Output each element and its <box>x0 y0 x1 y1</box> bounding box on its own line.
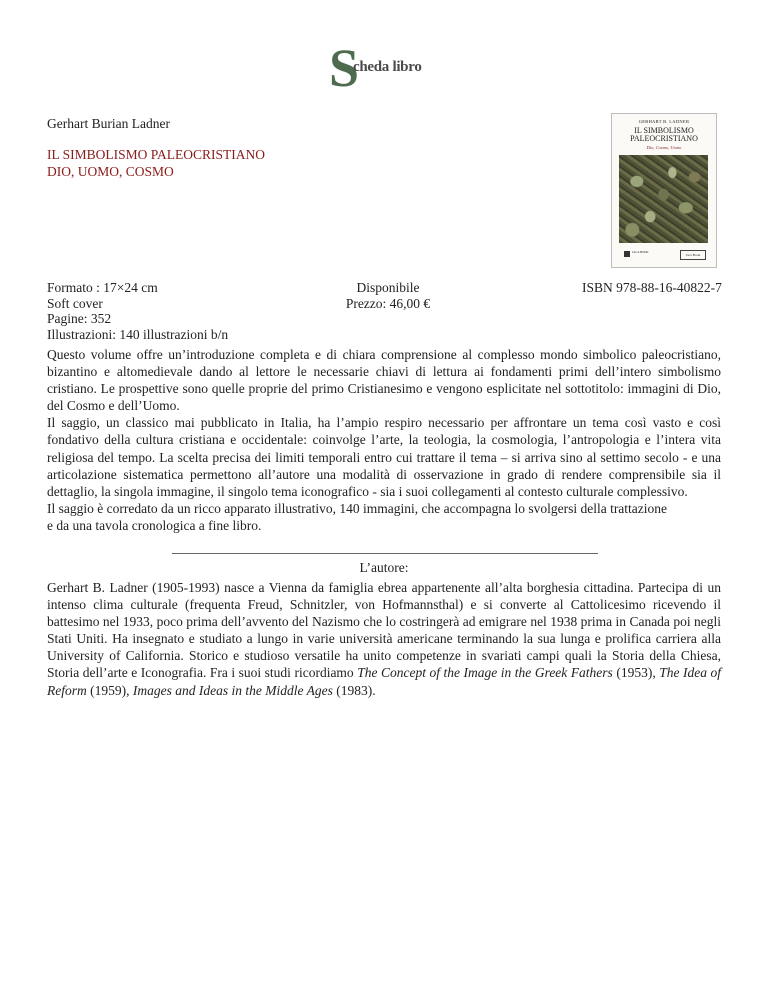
format-details <box>47 280 228 342</box>
cover-title-line2: PALEOCRISTIANO <box>630 134 698 143</box>
cover-publisher: JACA BOOK <box>632 250 649 254</box>
price: Prezzo: 46,00 € <box>345 295 431 311</box>
cover-subtitle: Dio, Cosmo, Uomo <box>646 145 682 150</box>
cover-author: GERHART B. LADNER <box>638 119 690 124</box>
pages: Pagine: 352 <box>47 311 112 326</box>
description-paragraph: Il saggio, un classico mai pubblicato in Italia, ha l’ampio respiro necessario per affrontare un tema così vasto e così fondativo della cultura cristiana e occidentale: coinvolge l’arte, la teologia, la cosmologia, l’antropologia e l’intera vita religiosa del tempo. La scelta precisa dei limiti temporali entro cui trattare il tema – si arriva sino al settimo secolo - e una articolazione sistematica permettono all’autore una modalità di osservazione in grado di rendere comprensibile sia il dettaglio, la singola immagine, il singolo tema iconografico - sia i suoi collegamenti al contesto culturale complessivo. <box>47 415 721 499</box>
logo-text: cheda libro <box>353 59 422 75</box>
bio-text: (1953), <box>612 665 660 681</box>
format: Formato : 17×24 cm <box>47 280 158 295</box>
book-subtitle-line: DIO, UOMO, COSMO <box>47 164 174 179</box>
logo-letter: S <box>329 38 360 98</box>
work-title: The Idea of Reform <box>47 665 721 698</box>
book-description <box>47 346 721 534</box>
work-title: The Concept of the Image in the Greek Fathers <box>357 665 613 681</box>
book-title <box>47 146 265 180</box>
description-paragraph: e da una tavola cronologica a fine libro. <box>47 517 262 533</box>
author-heading: L’autore: <box>359 560 409 575</box>
book-author: Gerhart Burian Ladner <box>47 116 170 131</box>
cover-mosaic-image <box>619 155 708 243</box>
description-paragraph: Il saggio è corredato da un ricco apparato illustrativo, 140 immagini, che accompagna lo svolgersi della trattazione <box>47 500 668 516</box>
author-bio <box>47 579 721 699</box>
isbn: ISBN 978-88-16-40822-7 <box>582 280 722 295</box>
bio-text: (1983). <box>332 682 376 698</box>
bio-text: Gerhart B. Ladner (1905-1993) nasce a Vienna da famiglia ebrea appartenente all’alta borghesia cittadina. Partecipa di un intenso clima culturale (frequenta Freud, Schnitzler, von Hofmannsthal) e si converte al Cattolicesimo ricevendo il battesimo nel 1933, poco prima dell’avvento del Nazismo che lo costringerà ad emigrare nel 1938 prima in Canada poi negli Stati Uniti. Ha insegnato e studiato a lungo in varie università americane terminando la sua lunga e prolifica carriera alla University of California. Storico e studioso versatile ha unito competenze in svariati campi quali la Storia della Chiesa, Storia dell’arte e Iconografia. Fra i suoi studi ricordiamo <box>47 580 721 681</box>
cover-title-line1: IL SIMBOLISMO <box>634 126 694 135</box>
bio-text: (1959), <box>86 682 133 698</box>
logo <box>329 38 439 98</box>
cover-type: Soft cover <box>47 295 103 311</box>
availability <box>343 280 433 311</box>
illustrations: Illustrazioni: 140 illustrazioni b/n <box>47 326 229 342</box>
availability-status: Disponibile <box>356 280 420 295</box>
description-paragraph: Questo volume offre un’introduzione completa e di chiara comprensione al complesso mondo simbolico paleocristiano, bizantino e altomedievale dando al lettore le necessarie chiavi di lettura ai fondamenti primi dell’intero simbolismo cristiano. Le prospettive sono quelle proprie del primo Cristianesimo e vengono esplicitate nel sottotitolo: immagini di Dio, del Cosmo e dell’Uomo. <box>47 347 721 414</box>
book-cover-image <box>611 113 717 268</box>
work-title: Images and Ideas in the Middle Ages <box>132 682 333 698</box>
book-title-line: IL SIMBOLISMO PALEOCRISTIANO <box>47 147 266 162</box>
divider <box>172 553 598 554</box>
cover-series: Jaca Book <box>680 250 706 260</box>
publisher-logo-icon <box>624 251 630 257</box>
